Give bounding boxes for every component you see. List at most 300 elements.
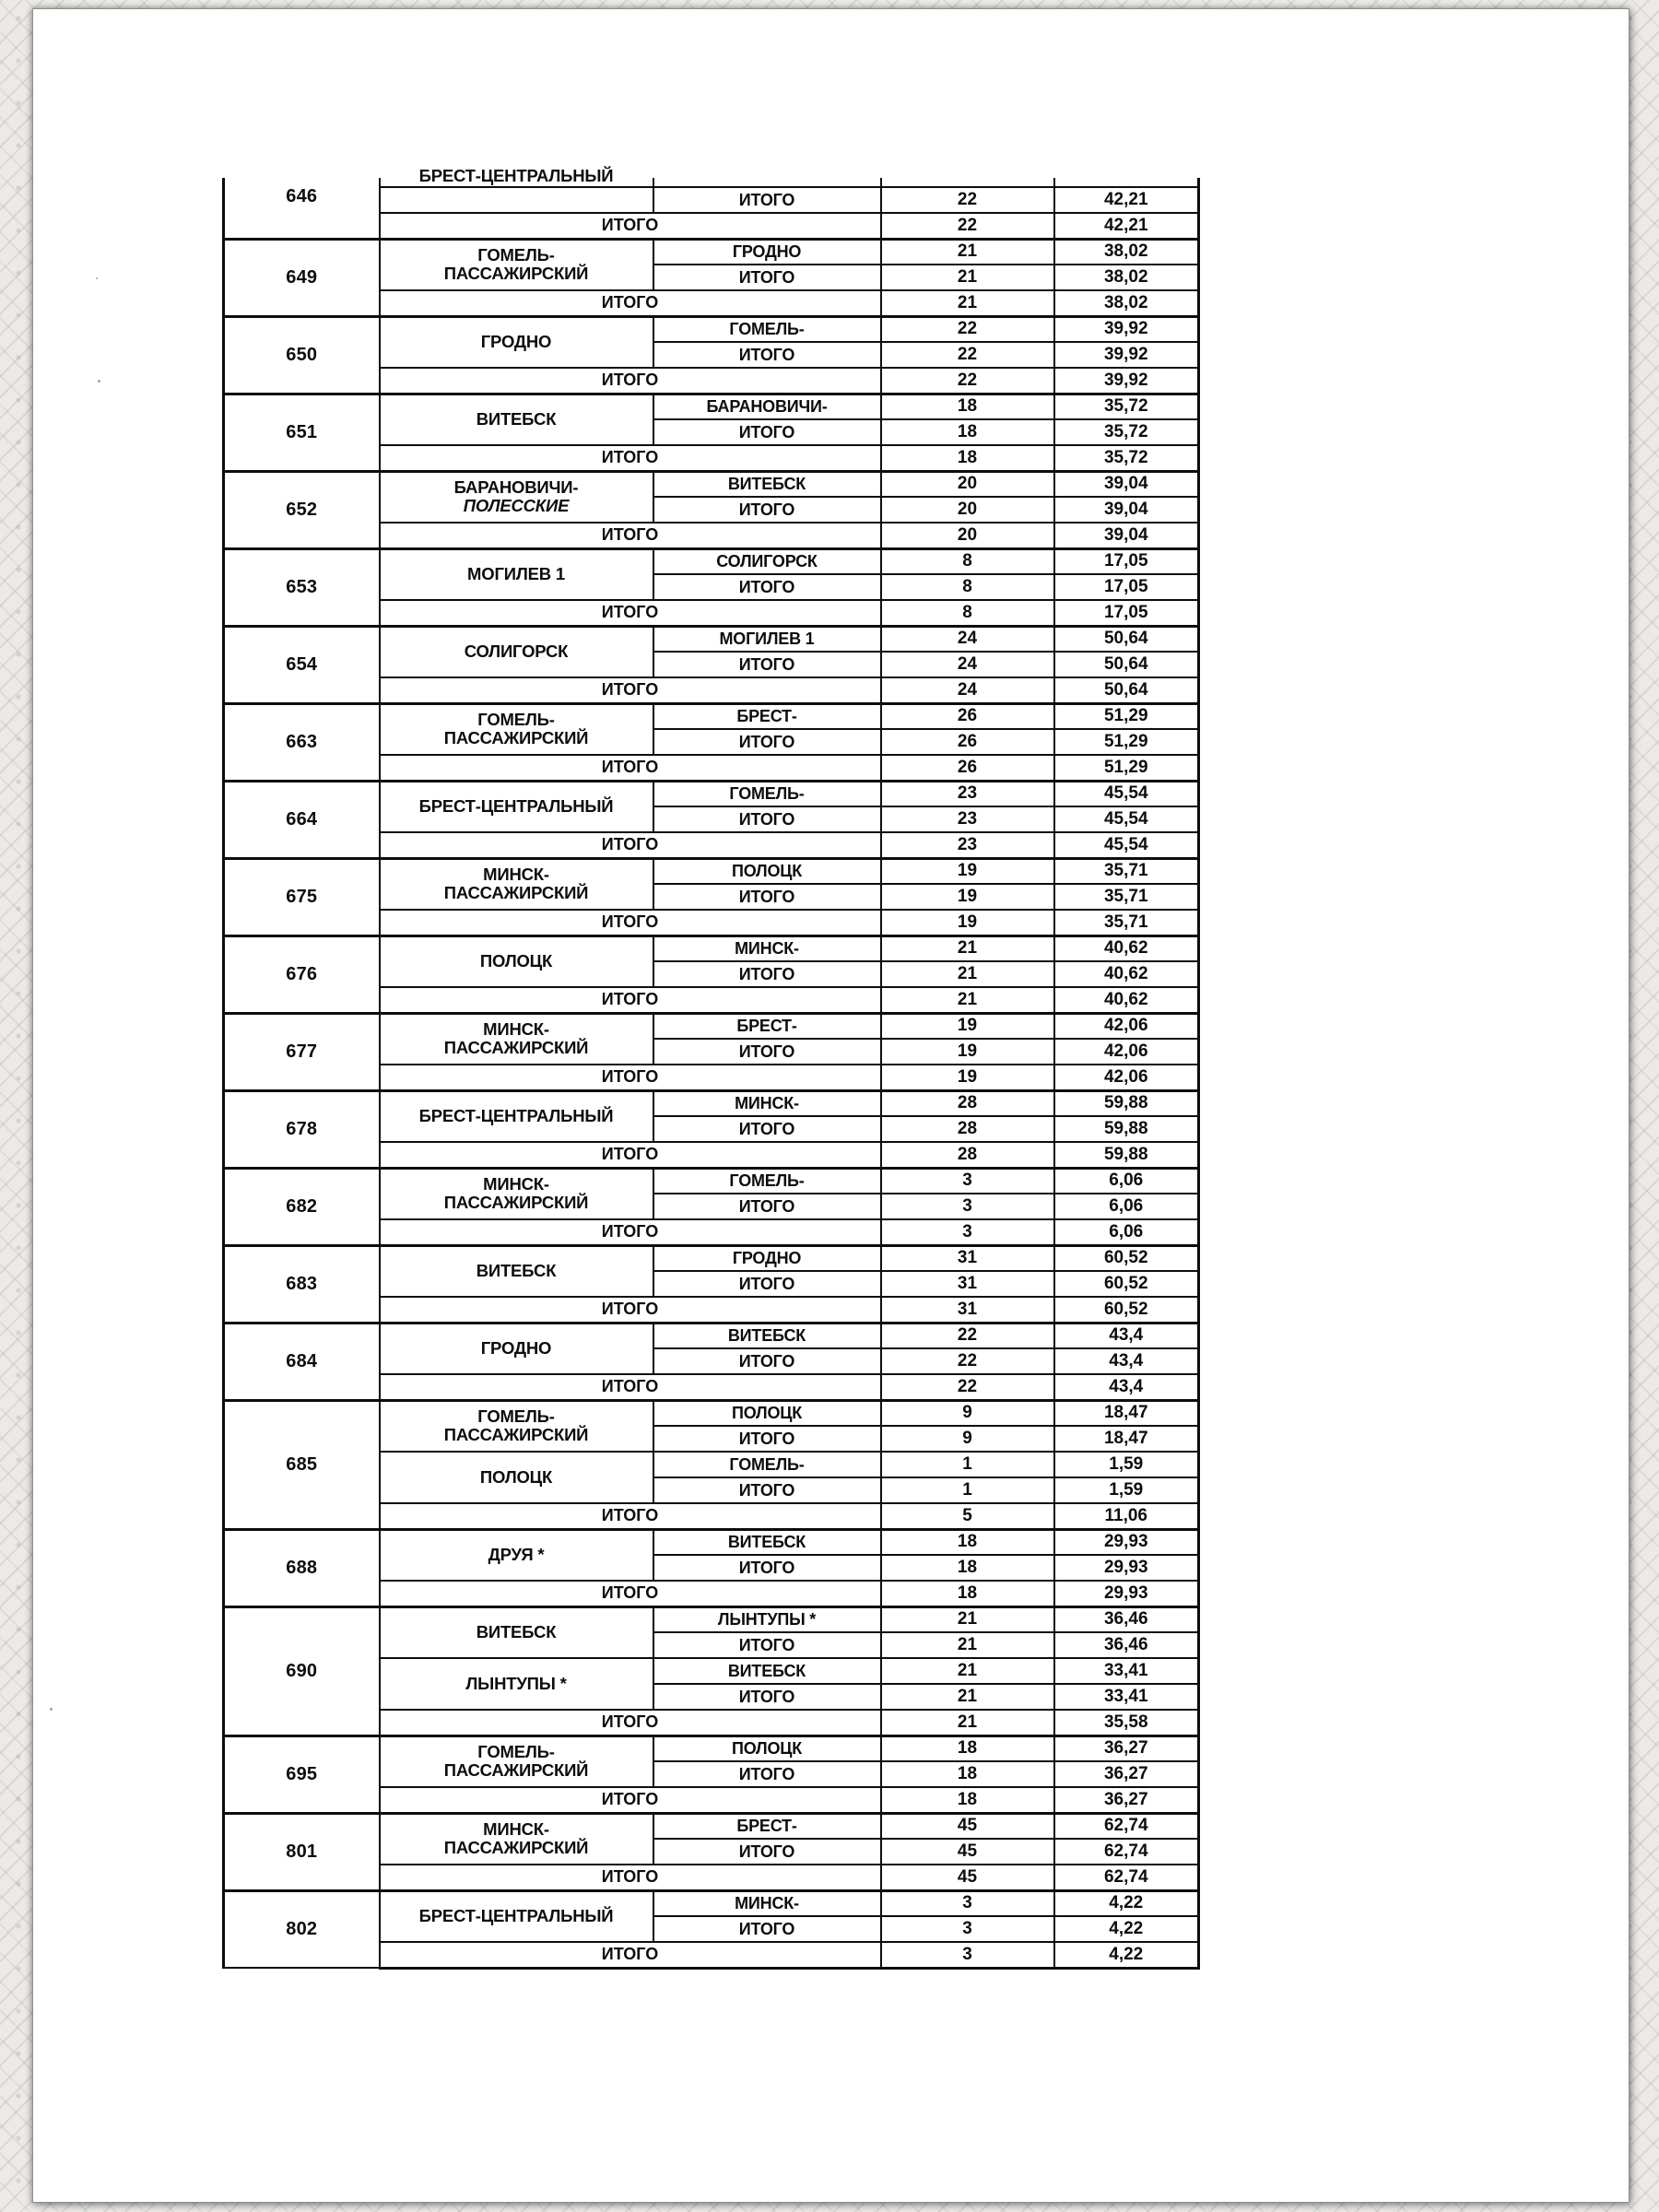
train-number-cell [224, 781, 380, 858]
train-number-cell [224, 935, 380, 1013]
origin-station-cell [380, 1606, 653, 1658]
train-number: 685 [286, 1453, 318, 1475]
origin-station-line: ПАССАЖИРСКИЙ [443, 264, 589, 284]
count-cell: 28 [881, 1090, 1054, 1116]
origin-station-line: МИНСК- [483, 1018, 549, 1039]
itogo-label-cell: ИТОГО [653, 1271, 881, 1297]
group-total-label-cell: ИТОГО [380, 368, 881, 394]
table-row [224, 1168, 1199, 1194]
count-cell: 18 [881, 1735, 1054, 1761]
destination-station-cell: БРЕСТ- [653, 1813, 881, 1839]
origin-station-cell [380, 935, 653, 987]
value-cell: 4,22 [1054, 1890, 1199, 1916]
group-total-count-cell: 21 [881, 987, 1054, 1013]
group-total-value-cell: 35,72 [1054, 445, 1199, 471]
count-cell: 18 [881, 1529, 1054, 1555]
value-cell: 59,88 [1054, 1116, 1199, 1142]
group-total-count-cell: 24 [881, 677, 1054, 703]
itogo-label-cell: ИТОГО [653, 265, 881, 290]
group-total-count-cell: 28 [881, 1142, 1054, 1168]
count-cell: 19 [881, 858, 1054, 884]
value-cell: 62,74 [1054, 1813, 1199, 1839]
train-number: 650 [286, 344, 318, 365]
table-row [224, 1090, 1199, 1116]
value-cell: 1,59 [1054, 1452, 1199, 1477]
itogo-label-cell: ИТОГО [653, 729, 881, 755]
table-row [224, 1813, 1199, 1839]
group-total-label-cell: ИТОГО [380, 1142, 881, 1168]
train-number: 677 [286, 1041, 318, 1062]
train-number: 676 [286, 963, 318, 984]
origin-station-cell [380, 1890, 653, 1942]
table-row [224, 781, 1199, 806]
value-cell: 18,47 [1054, 1400, 1199, 1426]
origin-station-line: ДРУЯ * [488, 1544, 545, 1564]
train-number-cell [224, 858, 380, 935]
origin-station-cell [380, 1529, 653, 1581]
group-total-label-cell: ИТОГО [380, 1581, 881, 1606]
value-cell: 45,54 [1054, 781, 1199, 806]
table-row [224, 935, 1199, 961]
origin-station-line: ПОЛЕССКИЕ [463, 496, 570, 516]
destination-station-cell: ВИТЕБСК [653, 471, 881, 497]
origin-station-line: БРЕСТ-ЦЕНТРАЛЬНЫЙ [418, 1105, 614, 1125]
group-total-label-cell: ИТОГО [380, 1865, 881, 1890]
origin-station-line: МИНСК- [483, 1818, 549, 1839]
origin-station-cell [380, 1168, 653, 1219]
origin-station-cell [380, 781, 653, 832]
group-total-label-cell: ИТОГО [380, 677, 881, 703]
value-cell: 38,02 [1054, 265, 1199, 290]
origin-station-cell [380, 1658, 653, 1710]
value-cell: 50,64 [1054, 626, 1199, 652]
origin-station-line: ПАССАЖИРСКИЙ [443, 1038, 589, 1058]
origin-station-line: ГРОДНО [480, 1337, 552, 1358]
destination-station-cell: МОГИЛЕВ 1 [653, 626, 881, 652]
train-number-cell [224, 1245, 380, 1323]
train-number: 678 [286, 1118, 318, 1139]
itogo-label-cell: ИТОГО [653, 1477, 881, 1503]
table-row [224, 1606, 1199, 1632]
destination-station-cell: СОЛИГОРСК [653, 548, 881, 574]
destination-station-cell: МИНСК- [653, 1090, 881, 1116]
train-number-cell [224, 1013, 380, 1090]
value-cell: 6,06 [1054, 1194, 1199, 1219]
value-cell: 42,06 [1054, 1013, 1199, 1039]
origin-station-cell [380, 471, 653, 523]
group-total-value-cell: 50,64 [1054, 677, 1199, 703]
group-total-value-cell: 43,4 [1054, 1374, 1199, 1400]
group-total-value-cell: 38,02 [1054, 290, 1199, 316]
count-cell [881, 178, 1054, 187]
train-number: 651 [286, 421, 318, 442]
group-total-count-cell: 18 [881, 1581, 1054, 1606]
origin-station-cell [380, 394, 653, 445]
count-cell: 18 [881, 394, 1054, 419]
destination-station-cell: ГОМЕЛЬ- [653, 1168, 881, 1194]
itogo-label-cell: ИТОГО [653, 961, 881, 987]
count-cell: 31 [881, 1245, 1054, 1271]
scan-speck [98, 380, 100, 382]
origin-station-line: ЛЫНТУПЫ * [465, 1673, 567, 1693]
origin-station-cell [380, 626, 653, 677]
table-row [224, 703, 1199, 729]
count-cell: 18 [881, 1761, 1054, 1787]
count-cell: 19 [881, 1039, 1054, 1065]
origin-station-cell [380, 703, 653, 755]
destination-station-cell: ГРОДНО [653, 239, 881, 265]
itogo-label-cell: ИТОГО [653, 652, 881, 677]
destination-station-cell: ГОМЕЛЬ- [653, 1452, 881, 1477]
origin-station-line: МОГИЛЕВ 1 [467, 563, 565, 583]
train-number: 652 [286, 499, 318, 520]
count-cell: 1 [881, 1477, 1054, 1503]
origin-station-cell [380, 548, 653, 600]
group-total-count-cell: 20 [881, 523, 1054, 548]
scan-speck [50, 1708, 53, 1711]
value-cell: 18,47 [1054, 1426, 1199, 1452]
value-cell: 39,04 [1054, 471, 1199, 497]
count-cell: 1 [881, 1452, 1054, 1477]
group-total-label-cell: ИТОГО [380, 1374, 881, 1400]
origin-station-line: БРЕСТ-ЦЕНТРАЛЬНЫЙ [418, 1905, 614, 1925]
group-total-value-cell: 11,06 [1054, 1503, 1199, 1529]
count-cell: 22 [881, 1348, 1054, 1374]
table-row [224, 626, 1199, 652]
train-number-cell [224, 394, 380, 471]
clipped-origin-wrapper [381, 166, 653, 186]
group-total-label-cell: ИТОГО [380, 1503, 881, 1529]
origin-station-line: ВИТЕБСК [476, 408, 557, 429]
count-cell: 18 [881, 1555, 1054, 1581]
group-total-value-cell: 35,58 [1054, 1710, 1199, 1735]
train-number-cell [224, 1090, 380, 1168]
train-number-cell [224, 1168, 380, 1245]
group-total-count-cell: 21 [881, 290, 1054, 316]
count-cell: 26 [881, 729, 1054, 755]
value-cell: 60,52 [1054, 1271, 1199, 1297]
table-row [224, 1890, 1199, 1916]
group-total-count-cell: 3 [881, 1942, 1054, 1968]
group-total-count-cell: 19 [881, 1065, 1054, 1090]
destination-station-cell: БРЕСТ- [653, 703, 881, 729]
itogo-label-cell: ИТОГО [653, 1194, 881, 1219]
origin-station-line: ГОМЕЛЬ- [477, 1406, 555, 1426]
value-cell: 39,92 [1054, 316, 1199, 342]
count-cell: 9 [881, 1426, 1054, 1452]
origin-station-line: БРЕСТ-ЦЕНТРАЛЬНЫЙ [418, 795, 614, 816]
group-total-count-cell: 5 [881, 1503, 1054, 1529]
origin-station-cell [380, 1735, 653, 1787]
itogo-label-cell: ИТОГО [653, 1426, 881, 1452]
value-cell: 59,88 [1054, 1090, 1199, 1116]
value-cell: 17,05 [1054, 548, 1199, 574]
count-cell: 21 [881, 1684, 1054, 1710]
group-total-value-cell: 45,54 [1054, 832, 1199, 858]
destination-station-cell: ПОЛОЦК [653, 1735, 881, 1761]
train-number: 683 [286, 1273, 318, 1294]
table-row [224, 178, 1199, 187]
group-total-label-cell: ИТОГО [380, 755, 881, 781]
value-cell: 36,27 [1054, 1761, 1199, 1787]
origin-station-line: ПАССАЖИРСКИЙ [443, 1760, 589, 1781]
train-number-cell [224, 178, 380, 239]
value-cell: 35,71 [1054, 884, 1199, 910]
count-cell: 45 [881, 1839, 1054, 1865]
table-row [224, 1323, 1199, 1348]
train-number-cell [224, 1323, 380, 1400]
itogo-label-cell: ИТОГО [653, 187, 881, 213]
group-total-label-cell: ИТОГО [380, 832, 881, 858]
group-total-count-cell: 21 [881, 1710, 1054, 1735]
origin-station-cell [380, 1013, 653, 1065]
table-row [224, 1400, 1199, 1426]
value-cell: 35,72 [1054, 419, 1199, 445]
destination-station-cell: ПОЛОЦК [653, 1400, 881, 1426]
train-number: 682 [286, 1195, 318, 1217]
value-cell: 38,02 [1054, 239, 1199, 265]
origin-station-line: ГОМЕЛЬ- [477, 1741, 555, 1761]
destination-station-cell: ВИТЕБСК [653, 1529, 881, 1555]
group-total-label-cell: ИТОГО [380, 1787, 881, 1813]
origin-station-line: МИНСК- [483, 1173, 549, 1194]
itogo-label-cell: ИТОГО [653, 1632, 881, 1658]
train-number-cell [224, 1813, 380, 1890]
itogo-label-cell: ИТОГО [653, 1839, 881, 1865]
origin-station-cell [380, 1323, 653, 1374]
table-row [224, 1013, 1199, 1039]
origin-station-line: МИНСК- [483, 864, 549, 884]
count-cell: 8 [881, 548, 1054, 574]
count-cell: 3 [881, 1916, 1054, 1942]
value-cell: 40,62 [1054, 935, 1199, 961]
count-cell: 31 [881, 1271, 1054, 1297]
itogo-label-cell: ИТОГО [653, 1039, 881, 1065]
group-total-label-cell: ИТОГО [380, 910, 881, 935]
itogo-label-cell: ИТОГО [653, 1116, 881, 1142]
group-total-label-cell: ИТОГО [380, 290, 881, 316]
origin-station-line: БРЕСТ-ЦЕНТРАЛЬНЫЙ [418, 166, 614, 185]
train-number-cell [224, 471, 380, 548]
count-cell: 26 [881, 703, 1054, 729]
count-cell: 3 [881, 1890, 1054, 1916]
value-cell: 35,72 [1054, 394, 1199, 419]
count-cell: 21 [881, 1658, 1054, 1684]
origin-station-line: ПАССАЖИРСКИЙ [443, 1425, 589, 1445]
table-row [224, 1529, 1199, 1555]
origin-station-cell [380, 239, 653, 290]
train-number-cell [224, 1606, 380, 1735]
train-number-cell [224, 1400, 380, 1529]
itogo-label-cell: ИТОГО [653, 1348, 881, 1374]
table-row [224, 316, 1199, 342]
group-total-value-cell: 29,93 [1054, 1581, 1199, 1606]
origin-station-line: ГРОДНО [480, 331, 552, 351]
group-total-value-cell: 17,05 [1054, 600, 1199, 626]
group-total-label-cell: ИТОГО [380, 1065, 881, 1090]
group-total-count-cell: 22 [881, 368, 1054, 394]
value-cell: 36,27 [1054, 1735, 1199, 1761]
group-total-label-cell: ИТОГО [380, 1942, 881, 1968]
group-total-value-cell: 42,21 [1054, 213, 1199, 239]
destination-station-cell: ЛЫНТУПЫ * [653, 1606, 881, 1632]
value-cell: 39,92 [1054, 342, 1199, 368]
value-cell: 29,93 [1054, 1529, 1199, 1555]
group-total-value-cell: 40,62 [1054, 987, 1199, 1013]
count-cell: 19 [881, 1013, 1054, 1039]
origin-station-cell [380, 1400, 653, 1452]
origin-station-cell [380, 858, 653, 910]
train-number-cell [224, 548, 380, 626]
table-row [224, 239, 1199, 265]
value-cell: 40,62 [1054, 961, 1199, 987]
route-summary-grid [222, 166, 1200, 1970]
group-total-label-cell: ИТОГО [380, 1219, 881, 1245]
value-cell: 51,29 [1054, 729, 1199, 755]
count-cell: 21 [881, 935, 1054, 961]
origin-station-line: БАРАНОВИЧИ- [453, 477, 579, 497]
train-number-cell [224, 239, 380, 316]
count-cell: 19 [881, 884, 1054, 910]
count-cell: 23 [881, 781, 1054, 806]
origin-station-line: ПАССАЖИРСКИЙ [443, 1193, 589, 1213]
scan-speck [96, 277, 98, 279]
group-total-value-cell: 36,27 [1054, 1787, 1199, 1813]
table-row [224, 548, 1199, 574]
destination-station-cell [653, 178, 881, 187]
itogo-label-cell: ИТОГО [653, 806, 881, 832]
origin-station-line: ПАССАЖИРСКИЙ [443, 728, 589, 748]
origin-station-line: ВИТЕБСК [476, 1260, 557, 1280]
train-number: 646 [286, 185, 318, 206]
value-cell: 35,71 [1054, 858, 1199, 884]
group-total-count-cell: 45 [881, 1865, 1054, 1890]
train-number: 664 [286, 808, 318, 830]
group-total-label-cell: ИТОГО [380, 600, 881, 626]
value-cell: 60,52 [1054, 1245, 1199, 1271]
destination-station-cell: БАРАНОВИЧИ- [653, 394, 881, 419]
group-total-count-cell: 19 [881, 910, 1054, 935]
table-row [224, 1245, 1199, 1271]
train-number: 690 [286, 1660, 318, 1681]
count-cell: 22 [881, 342, 1054, 368]
group-total-label-cell: ИТОГО [380, 523, 881, 548]
destination-station-cell: МИНСК- [653, 935, 881, 961]
group-total-label-cell: ИТОГО [380, 987, 881, 1013]
itogo-label-cell: ИТОГО [653, 1916, 881, 1942]
table-row [224, 858, 1199, 884]
value-cell: 42,21 [1054, 187, 1199, 213]
count-cell: 18 [881, 419, 1054, 445]
destination-station-cell: ВИТЕБСК [653, 1323, 881, 1348]
count-cell: 22 [881, 187, 1054, 213]
train-number: 801 [286, 1841, 318, 1862]
origin-station-line: ГОМЕЛЬ- [477, 709, 555, 729]
count-cell: 23 [881, 806, 1054, 832]
value-cell: 50,64 [1054, 652, 1199, 677]
train-number-cell [224, 1529, 380, 1606]
origin-station-cell [380, 166, 653, 187]
train-number: 663 [286, 731, 318, 752]
count-cell: 9 [881, 1400, 1054, 1426]
group-total-count-cell: 22 [881, 1374, 1054, 1400]
count-cell: 3 [881, 1194, 1054, 1219]
value-cell: 51,29 [1054, 703, 1199, 729]
table-row [224, 394, 1199, 419]
origin-station-cell [380, 1813, 653, 1865]
itogo-label-cell: ИТОГО [653, 342, 881, 368]
itogo-label-cell: ИТОГО [653, 1555, 881, 1581]
count-cell: 3 [881, 1168, 1054, 1194]
origin-station-line: ПОЛОЦК [479, 950, 553, 971]
count-cell: 21 [881, 1632, 1054, 1658]
train-number: 802 [286, 1918, 318, 1939]
origin-station-line: ГОМЕЛЬ- [477, 244, 555, 265]
destination-station-cell: ГРОДНО [653, 1245, 881, 1271]
train-number: 695 [286, 1763, 318, 1784]
train-number: 654 [286, 653, 318, 675]
count-cell: 21 [881, 1606, 1054, 1632]
itogo-label-cell: ИТОГО [653, 1684, 881, 1710]
group-total-value-cell: 6,06 [1054, 1219, 1199, 1245]
value-cell: 6,06 [1054, 1168, 1199, 1194]
origin-station-line: ВИТЕБСК [476, 1621, 557, 1641]
origin-station-line: ПАССАЖИРСКИЙ [443, 883, 589, 903]
count-cell: 22 [881, 1323, 1054, 1348]
group-total-value-cell: 60,52 [1054, 1297, 1199, 1323]
origin-station-cell [380, 316, 653, 368]
value-cell: 17,05 [1054, 574, 1199, 600]
train-number-cell [224, 1735, 380, 1813]
group-total-count-cell: 8 [881, 600, 1054, 626]
group-total-value-cell: 4,22 [1054, 1942, 1199, 1968]
group-total-label-cell: ИТОГО [380, 213, 881, 239]
group-total-label-cell: ИТОГО [380, 1710, 881, 1735]
value-cell: 62,74 [1054, 1839, 1199, 1865]
value-cell: 39,04 [1054, 497, 1199, 523]
train-number-cell [224, 703, 380, 781]
destination-station-cell: ПОЛОЦК [653, 858, 881, 884]
group-total-count-cell: 23 [881, 832, 1054, 858]
value-cell: 43,4 [1054, 1348, 1199, 1374]
value-cell: 33,41 [1054, 1658, 1199, 1684]
group-total-label-cell: ИТОГО [380, 1297, 881, 1323]
value-cell: 42,06 [1054, 1039, 1199, 1065]
itogo-label-cell: ИТОГО [653, 574, 881, 600]
count-cell: 20 [881, 471, 1054, 497]
group-total-value-cell: 59,88 [1054, 1142, 1199, 1168]
destination-station-cell: ГОМЕЛЬ- [653, 316, 881, 342]
group-total-count-cell: 22 [881, 213, 1054, 239]
value-cell: 45,54 [1054, 806, 1199, 832]
group-total-label-cell: ИТОГО [380, 445, 881, 471]
origin-station-cell [380, 1452, 653, 1503]
count-cell: 45 [881, 1813, 1054, 1839]
destination-station-cell: БРЕСТ- [653, 1013, 881, 1039]
itogo-label-cell: ИТОГО [653, 1761, 881, 1787]
origin-empty-cell [380, 187, 653, 213]
group-total-count-cell: 3 [881, 1219, 1054, 1245]
value-cell: 4,22 [1054, 1916, 1199, 1942]
train-number: 675 [286, 886, 318, 907]
origin-station-line: ПАССАЖИРСКИЙ [443, 1838, 589, 1858]
destination-station-cell: ВИТЕБСК [653, 1658, 881, 1684]
group-total-count-cell: 18 [881, 445, 1054, 471]
value-cell: 33,41 [1054, 1684, 1199, 1710]
count-cell: 21 [881, 265, 1054, 290]
train-number-cell [224, 626, 380, 703]
train-number: 649 [286, 266, 318, 288]
